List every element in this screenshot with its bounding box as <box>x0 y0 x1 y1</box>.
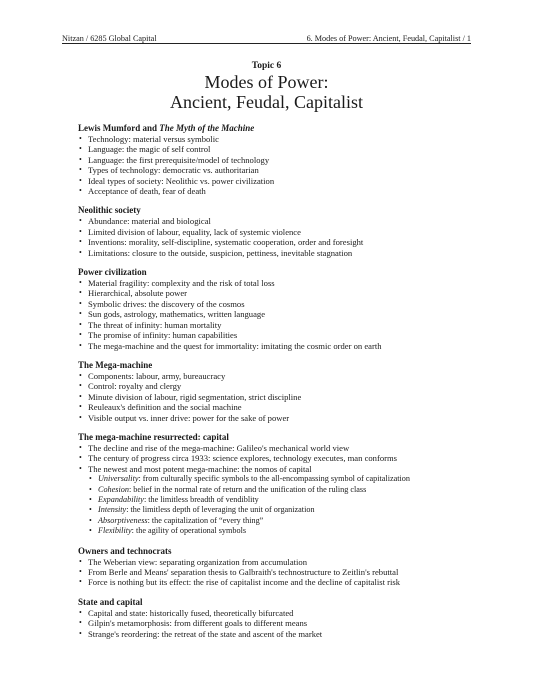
bullet-icon: • <box>79 278 82 288</box>
sub-bullet-list <box>88 474 478 536</box>
bullet-icon: • <box>79 144 82 154</box>
bullet-icon: • <box>79 577 82 587</box>
header-right: 6. Modes of Power: Ancient, Feudal, Capitalist / 1 <box>306 34 471 43</box>
bullet-icon: • <box>89 505 92 515</box>
list-item: • Material fragility: complexity and the risk of total loss <box>79 278 275 289</box>
list-item: • The mega-machine and the quest for immortality: imitating the cosmic order on earth <box>79 340 382 351</box>
bullet-list <box>78 134 478 196</box>
sub-list-item: • Absorptiveness: the capitalization of “every thing” <box>89 515 264 525</box>
running-header <box>62 31 471 43</box>
list-item: • Acceptance of death, fear of death <box>79 186 206 197</box>
section-mumford <box>78 123 478 196</box>
sub-list-item: • Cohesion: belief in the normal rate of return and the unification of the ruling class <box>89 484 367 494</box>
list-item: • Sun gods, astrology, mathematics, written language <box>79 309 266 320</box>
bullet-list <box>78 216 478 258</box>
bullet-list <box>78 557 478 588</box>
bullet-icon: • <box>89 484 92 494</box>
list-item: • Abundance: material and biological <box>79 216 211 227</box>
bullet-icon: • <box>79 463 82 473</box>
bullet-icon: • <box>79 381 82 391</box>
list-item: • Force is nothing but its effect: the rise of capitalist income and the decline of capitalist risk <box>79 577 400 588</box>
list-item: • Gilpin's metamorphosis: from different goals to different means <box>79 618 308 629</box>
section-heading: Lewis Mumford and The Myth of the Machine <box>78 123 255 133</box>
bullet-icon: • <box>79 370 82 380</box>
bullet-icon: • <box>79 309 82 319</box>
list-item: • Technology: material versus symbolic <box>79 134 219 144</box>
bullet-list <box>78 443 478 474</box>
bullet-icon: • <box>79 556 82 566</box>
list-item: • Capital and state: historically fused, theoretically bifurcated <box>79 607 294 618</box>
topic-label: Topic 6 <box>251 61 282 71</box>
title-line-2: Ancient, Feudal, Capitalist <box>170 92 363 112</box>
section-mega-machine-resurrected <box>78 432 478 537</box>
sub-list-item: • Intensity: the limitless depth of leveraging the unit of organization <box>89 505 315 515</box>
list-item: • Inventions: morality, self-discipline, systematic cooperation, order and foresight <box>79 237 364 248</box>
list-item: • The promise of infinity: human capabilities <box>79 330 238 341</box>
bullet-icon: • <box>79 298 82 308</box>
section-state-capital <box>78 597 478 639</box>
sub-list-item: • Expandability: the limitless breadth of vendiblity <box>89 494 259 504</box>
bullet-icon: • <box>79 186 82 196</box>
header-rule <box>62 43 471 44</box>
list-item: • Types of technology: democratic vs. authoritarian <box>79 165 259 176</box>
list-item: • The decline and rise of the mega-machine: Galileo's mechanical world view <box>79 442 350 453</box>
header-left: Nitzan / 6285 Global Capital <box>62 34 157 43</box>
section-neolithic <box>78 205 478 258</box>
bullet-icon: • <box>89 494 92 504</box>
bullet-icon: • <box>79 165 82 175</box>
title-block <box>62 61 471 112</box>
bullet-icon: • <box>79 453 82 463</box>
bullet-icon: • <box>79 412 82 422</box>
section-heading: Neolithic society <box>78 205 141 216</box>
bullet-icon: • <box>79 226 82 236</box>
bullet-icon: • <box>79 567 82 576</box>
bullet-icon: • <box>89 515 92 525</box>
bullet-icon: • <box>79 288 82 298</box>
list-item: • The threat of infinity: human mortality <box>79 319 222 330</box>
bullet-icon: • <box>79 402 82 412</box>
bullet-icon: • <box>79 247 82 257</box>
outline-content <box>78 123 478 648</box>
list-item: • Components: labour, army, bureaucracy <box>79 370 226 381</box>
bullet-icon: • <box>79 237 82 247</box>
list-item: • Strange's reordering: the retreat of the state and ascent of the market <box>79 628 323 639</box>
list-item: • Visible output vs. inner drive: power for the sake of power <box>79 412 290 423</box>
list-item: • Language: the magic of self control <box>79 144 211 155</box>
bullet-icon: • <box>79 442 82 452</box>
bullet-icon: • <box>79 154 82 164</box>
bullet-icon: • <box>79 391 82 401</box>
bullet-icon: • <box>79 319 82 329</box>
title-line-1: Modes of Power: <box>204 72 329 92</box>
section-heading: State and capital <box>78 596 143 607</box>
list-item: • The newest and most potent mega-machine: the nomos of capital <box>79 463 312 474</box>
bullet-icon: • <box>79 607 82 617</box>
list-item: • Minute division of labour, rigid segmentation, strict discipline <box>79 391 302 402</box>
section-owners-technocrats <box>78 546 478 588</box>
list-item: • The century of progress circa 1933: science explores, technology executes, man conforms <box>79 453 398 464</box>
list-item: • Limited division of labour, equality, lack of systemic violence <box>79 226 301 237</box>
list-item: • The Weberian view: separating organization from accumulation <box>79 556 308 567</box>
bullet-icon: • <box>89 526 92 536</box>
bullet-list <box>78 278 478 351</box>
bullet-icon: • <box>79 618 82 628</box>
section-mega-machine <box>78 360 478 423</box>
section-heading: Owners and technocrats <box>78 545 172 556</box>
bullet-icon: • <box>79 340 82 350</box>
bullet-icon: • <box>79 134 82 143</box>
section-power-civilization <box>78 267 478 351</box>
section-heading: Power civilization <box>78 267 147 278</box>
sub-list-item: • Flexibility: the agility of operational symbols <box>89 526 247 536</box>
list-item: • Ideal types of society: Neolithic vs. power civilization <box>79 175 275 186</box>
bullet-icon: • <box>79 175 82 185</box>
list-item: • Hierarchical, absolute power <box>79 288 188 299</box>
list-item: • Reuleaux's definition and the social machine <box>79 402 242 413</box>
section-heading: The mega-machine resurrected: capital <box>78 431 229 442</box>
list-item: • Language: the first prerequisite/model of technology <box>79 154 270 165</box>
section-heading: The Mega-machine <box>78 359 153 370</box>
list-item: • Limitations: closure to the outside, suspicion, pettiness, inevitable stagnation <box>79 247 353 258</box>
bullet-icon: • <box>79 216 82 226</box>
bullet-icon: • <box>79 628 82 638</box>
bullet-icon: • <box>79 330 82 340</box>
list-item: • From Berle and Means' separation thesis to Galbraith's technostructure to Zeitlin's rebuttal <box>79 567 399 577</box>
sub-list-item: • Universality: from culturally specific symbols to the all-encompassing symbol of capitalization <box>89 474 410 484</box>
bullet-list <box>78 371 478 423</box>
bullet-list <box>78 608 478 639</box>
list-item: • Symbolic drives: the discovery of the cosmos <box>79 298 245 309</box>
list-item: • Control: royalty and clergy <box>79 381 182 392</box>
bullet-icon: • <box>89 474 92 484</box>
